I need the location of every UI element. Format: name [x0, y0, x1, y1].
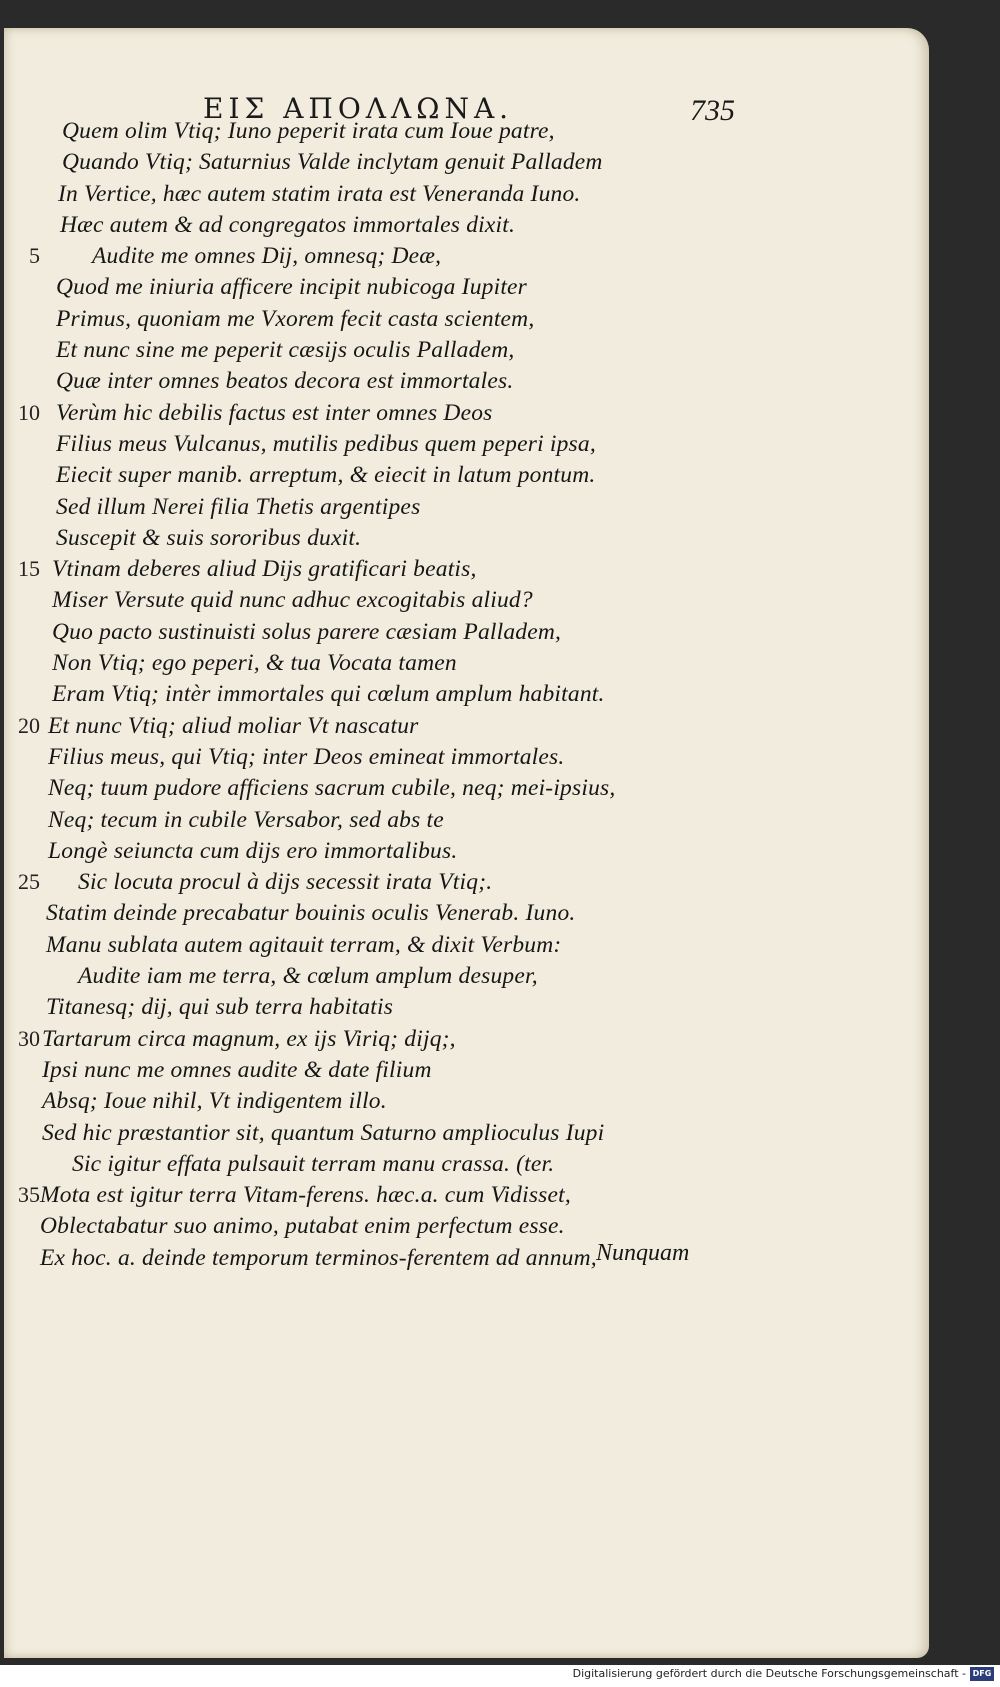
- verse-line: [0, 681, 929, 712]
- verse-line: [0, 900, 929, 931]
- line-text: Et nunc sine me peperit cæsijs oculis Palladem,: [56, 337, 515, 364]
- verse-line: [0, 869, 929, 900]
- verse-line: [0, 525, 929, 556]
- line-text: Sed illum Nerei filia Thetis argentipes: [56, 493, 421, 520]
- line-text: Longè seiuncta cum dijs ero immortalibus.: [48, 837, 458, 864]
- line-text: Audite me omnes Dij, omnesq; Deæ,: [92, 243, 442, 270]
- verse-line: [0, 462, 929, 493]
- line-text: Primus, quoniam me Vxorem fecit casta scientem,: [56, 305, 535, 332]
- verse-line: [0, 494, 929, 525]
- line-text: Miser Versute quid nunc adhuc excogitabis aliud?: [52, 587, 533, 614]
- verse-line: [0, 368, 929, 399]
- line-text: Statim deinde precabatur bouinis oculis Venerab. Iuno.: [46, 900, 576, 927]
- line-text: Mota est igitur terra Vitam-ferens. hæc.a. cum Vidisset,: [40, 1182, 571, 1209]
- verse-line: [0, 932, 929, 963]
- line-text: Ipsi nunc me omnes audite & date filium: [42, 1056, 432, 1083]
- line-text: Oblectabatur suo animo, putabat enim perfectum esse.: [40, 1213, 565, 1240]
- verse-line: [0, 1151, 929, 1182]
- verse-text: [0, 118, 929, 1276]
- verse-line: [0, 994, 929, 1025]
- line-text: Sed hic præstantior sit, quantum Saturno amplioculus Iupi: [42, 1119, 605, 1146]
- verse-line: [0, 587, 929, 618]
- verse-line: [0, 650, 929, 681]
- verse-line: [0, 181, 929, 212]
- line-number: 35: [18, 1182, 40, 1208]
- line-text: Non Vtiq; ego peperi, & tua Vocata tamen: [52, 650, 457, 677]
- line-text: Quæ inter omnes beatos decora est immortales.: [56, 368, 514, 395]
- verse-line: [0, 306, 929, 337]
- verse-line: [0, 1057, 929, 1088]
- line-text: Et nunc Vtiq; aliud moliar Vt nascatur: [48, 712, 419, 739]
- line-text: Quo pacto sustinuisti solus parere cæsiam Palladem,: [52, 618, 562, 645]
- verse-line: [0, 212, 929, 243]
- verse-line: [0, 337, 929, 368]
- verse-line: [0, 807, 929, 838]
- verse-line: [0, 1088, 929, 1119]
- verse-line: [0, 1182, 929, 1213]
- line-text: Vtinam deberes aliud Dijs gratificari beatis,: [52, 556, 477, 583]
- line-text: Neq; tecum in cubile Versabor, sed abs te: [48, 806, 444, 833]
- verse-line: [0, 274, 929, 305]
- line-number: 25: [18, 869, 40, 895]
- line-text: Quem olim Vtiq; Iuno peperit irata cum Ioue patre,: [62, 118, 555, 144]
- verse-line: [0, 744, 929, 775]
- verse-line: [0, 118, 929, 149]
- verse-line: [0, 400, 929, 431]
- catchword: Nunquam: [596, 1240, 690, 1266]
- verse-line: [0, 431, 929, 462]
- line-text: Neq; tuum pudore afficiens sacrum cubile, neq; mei-ipsius,: [48, 775, 616, 802]
- line-text: Filius meus Vulcanus, mutilis pedibus quem peperi ipsa,: [56, 430, 596, 457]
- line-number: 5: [29, 243, 40, 269]
- running-title: ΕΙΣ ΑΠΟΛΛΩΝΑ.: [203, 92, 514, 125]
- line-text: Ex hoc. a. deinde temporum terminos-ferentem ad annum,: [40, 1244, 597, 1271]
- line-text: Quod me iniuria afficere incipit nubicoga Iupiter: [56, 274, 528, 301]
- line-text: Quando Vtiq; Saturnius Valde inclytam genuit Palladem: [62, 149, 603, 176]
- verse-line: [0, 963, 929, 994]
- line-number: 10: [18, 399, 40, 425]
- verse-line: [0, 619, 929, 650]
- line-text: Titanesq; dij, qui sub terra habitatis: [46, 994, 394, 1021]
- line-text: Sic igitur effata pulsauit terram manu crassa. (ter.: [72, 1150, 555, 1177]
- line-text: Hæc autem & ad congregatos immortales dixit.: [60, 211, 516, 238]
- verse-line: [0, 1120, 929, 1151]
- line-text: In Vertice, hæc autem statim irata est Veneranda Iuno.: [58, 180, 581, 207]
- line-number: 15: [18, 556, 40, 582]
- line-number: 30: [18, 1025, 40, 1051]
- line-text: Sic locuta procul à dijs secessit irata Vtiq;.: [78, 869, 493, 896]
- footer-bar: [0, 1665, 1000, 1687]
- verse-line: [0, 1213, 929, 1244]
- line-text: Suscepit & suis sororibus duxit.: [56, 524, 362, 551]
- verse-line: [0, 775, 929, 806]
- verse-line: [0, 149, 929, 180]
- line-text: Audite iam me terra, & cœlum amplum desuper,: [78, 963, 538, 990]
- verse-line: [0, 713, 929, 744]
- verse-line: [0, 556, 929, 587]
- dfg-logo-icon: DFG: [970, 1667, 994, 1681]
- page-number: 735: [690, 94, 735, 127]
- verse-line: [0, 838, 929, 869]
- line-text: Filius meus, qui Vtiq; inter Deos emineat immortales.: [48, 743, 565, 770]
- line-text: Eiecit super manib. arreptum, & eiecit in latum pontum.: [56, 462, 596, 489]
- verse-line: [0, 1026, 929, 1057]
- line-text: Absq; Ioue nihil, Vt indigentem illo.: [42, 1088, 387, 1115]
- line-text: Eram Vtiq; intèr immortales qui cœlum amplum habitant.: [52, 681, 605, 708]
- verse-line: [0, 1245, 929, 1276]
- line-number: 20: [18, 712, 40, 738]
- footer-credit: Digitalisierung gefördert durch die Deutsche Forschungsgemeinschaft -: [572, 1667, 966, 1680]
- line-text: Manu sublata autem agitauit terram, & dixit Verbum:: [46, 931, 562, 958]
- verse-line: [0, 243, 929, 274]
- line-text: Tartarum circa magnum, ex ijs Viriq; dijq;,: [42, 1025, 456, 1052]
- line-text: Verùm hic debilis factus est inter omnes Deos: [56, 399, 493, 426]
